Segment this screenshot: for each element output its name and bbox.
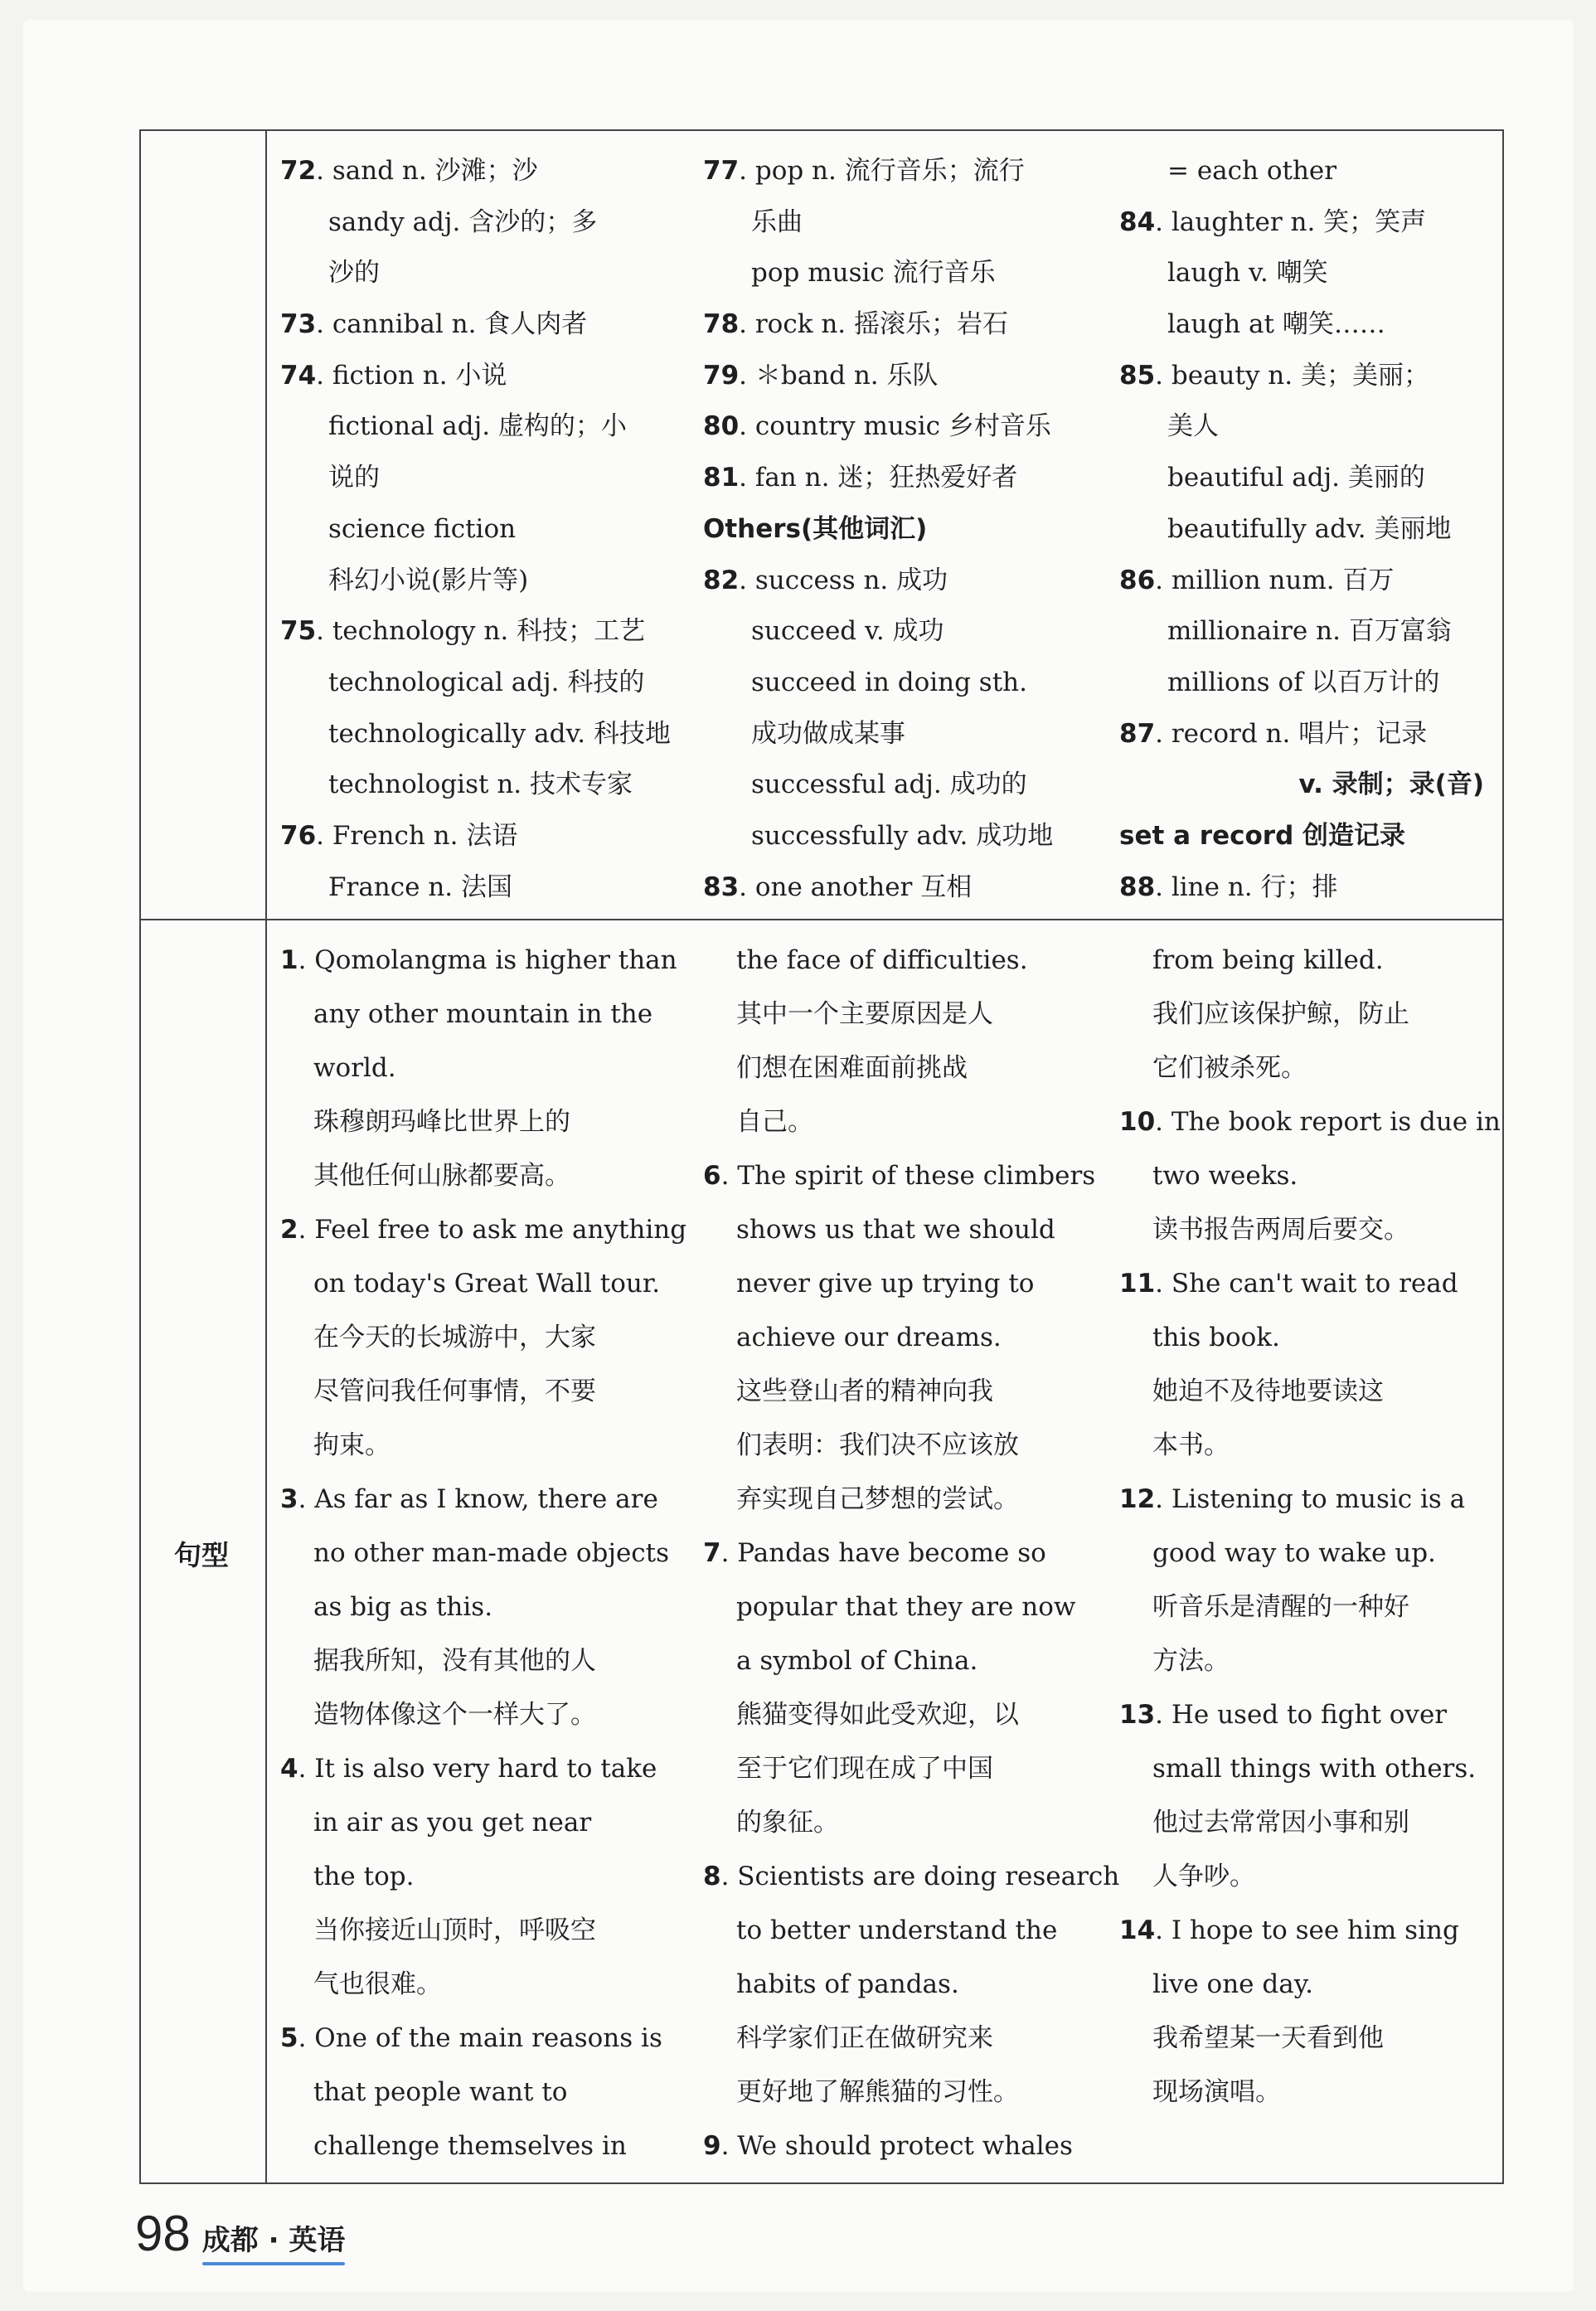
continuation-line: on today's Great Wall tour. [313,1269,661,1299]
entry-text: . Pandas have become so [720,1538,1046,1568]
continuation-line: 沙的 [328,258,380,289]
continuation-line: 科学家们正在做研究来 [736,2023,993,2053]
entry-text: . fiction n. 小说 [316,360,507,391]
entry-line [1119,1688,1484,1742]
entry-line [703,401,1076,453]
sentence-column-2 [703,934,1120,2173]
continuation-line: pop music 流行音乐 [751,258,996,289]
continuation-line: to better understand the [736,1915,1058,1945]
continuation-line: this book. [1152,1323,1280,1352]
entry-number: 81 [703,463,740,493]
entry-number: 2 [280,1215,298,1245]
continuation-line: 这些登山者的精神向我 [736,1376,993,1406]
entry-number: 84 [1119,206,1156,237]
continuation-line: successful adj. 成功的 [751,770,1027,800]
continuation-line: as big as this. [313,1592,493,1622]
entry-number: 4 [280,1754,298,1784]
continuation-line: technologically adv. 科技地 [328,718,672,749]
continuation-line: beautifully adv. 美丽地 [1167,513,1452,544]
continuation-line: technological adj. 科技的 [328,667,645,697]
entry-text: . cannibal n. 食人肉者 [316,309,588,340]
entry-text: . French n. 法语 [316,820,518,851]
continuation-line: fictional adj. 虚构的；小 [328,411,627,442]
entry-text: . country music 乡村音乐 [739,411,1051,442]
entry-text: . technology n. 科技；工艺 [316,616,646,647]
entry-text: . We should protect whales [720,2131,1073,2161]
continuation-line: 造物体像这个一样大了。 [313,1700,596,1730]
content-frame [139,129,1504,2184]
entry-line [703,1527,1076,1580]
entry-number: 6 [703,1161,721,1191]
entry-line [703,1149,1096,1203]
continuation-line: laugh v. 嘲笑 [1167,258,1328,289]
continuation-line: no other man-made objects [313,1538,670,1568]
continuation-line: that people want to [313,2077,568,2107]
entry-number: 83 [703,871,740,902]
bold-line: v. 录制；录(音) [1298,770,1484,800]
continuation-line: = each other [1167,156,1337,186]
entry-text: . million num. 百万 [1155,565,1395,595]
continuation-line: live one day. [1152,1969,1313,1999]
entry-text: . rock n. 摇滚乐；岩石 [739,309,1009,340]
continuation-line: the top. [313,1862,415,1891]
continuation-line: 的象征。 [736,1808,839,1838]
entry-line [1119,1473,1484,1527]
entry-number: 74 [280,360,317,391]
title-underline [202,2262,346,2265]
entry-line [703,556,1076,607]
continuation-line: 美人 [1167,411,1219,442]
entry-line [1119,709,1484,760]
entry-line [703,351,1076,402]
sentence-column-1 [280,934,687,2173]
continuation-line: a symbol of China. [736,1646,978,1676]
entry-line [703,2119,1076,2173]
entry-number: 86 [1119,565,1156,595]
entry-text: . She can't wait to read [1155,1269,1458,1299]
bold-line: set a record 创造记录 [1119,820,1406,851]
entry-line [280,606,645,658]
continuation-line: the face of difficulties. [736,945,1028,975]
entry-line [1119,197,1484,249]
entry-text: . Qomolangma is higher than [298,945,677,975]
entry-text: . As far as I know, there are [298,1484,658,1514]
entry-line [280,934,677,988]
entry-text: . sand n. 沙滩；沙 [316,156,538,186]
entry-number: 78 [703,309,740,340]
entry-line [280,1203,687,1257]
entry-text: . pop n. 流行音乐；流行 [739,156,1025,186]
continuation-line: 弃实现自己梦想的尝试。 [736,1484,1019,1514]
entry-line [1119,556,1484,607]
entry-number: 80 [703,411,740,442]
continuation-line: 拘束。 [313,1430,391,1460]
entry-text: . record n. 唱片；记录 [1155,718,1428,749]
entry-line [280,1473,658,1527]
entry-line [280,2012,662,2066]
vocab-column-2 [703,146,1076,913]
entry-line [280,146,645,197]
sentence-column-3 [1119,934,1501,2119]
entry-number: 76 [280,820,317,851]
continuation-line: 其中一个主要原因是人 [736,999,993,1029]
entry-text: . laughter n. 笑；笑声 [1155,206,1427,237]
continuation-line: France n. 法国 [328,871,513,902]
continuation-line: successfully adv. 成功地 [751,820,1054,851]
continuation-line: never give up trying to [736,1269,1035,1299]
entry-line [1119,862,1484,914]
continuation-line: 听音乐是清醒的一种好 [1152,1592,1409,1622]
vocab-column-1 [280,146,672,913]
entry-number: 79 [703,360,740,391]
entry-text: . One of the main reasons is [298,2023,662,2053]
entry-text: . The book report is due in [1155,1107,1501,1137]
page-footer [135,2192,345,2259]
label-column-divider [265,131,267,2182]
continuation-line: 读书报告两周后要交。 [1152,1215,1409,1245]
entry-number: 5 [280,2023,298,2053]
entry-number: 3 [280,1484,298,1514]
continuation-line: 在今天的长城游中，大家 [313,1323,596,1352]
entry-line [703,453,1076,504]
entry-number: 14 [1119,1915,1156,1945]
continuation-line: laugh at 嘲笑…… [1167,309,1385,340]
entry-line [703,299,1076,351]
continuation-line: 熊猫变得如此受欢迎，以 [736,1700,1019,1730]
continuation-line: 当你接近山顶时，呼吸空 [313,1915,596,1945]
entry-line [280,1742,657,1796]
entry-line [1119,1095,1501,1149]
continuation-line: achieve our dreams. [736,1323,1002,1352]
entry-line [1119,1904,1484,1958]
entry-number: 77 [703,156,740,186]
continuation-line: 她迫不及待地要读这 [1152,1376,1384,1406]
continuation-line: 他过去常常因小事和别 [1152,1808,1409,1838]
continuation-line: millionaire n. 百万富翁 [1167,616,1452,647]
entry-number: 87 [1119,718,1156,749]
entry-text: . Scientists are doing research [720,1862,1120,1891]
book-title [202,2222,346,2259]
continuation-line: world. [313,1053,396,1083]
section-divider [141,919,1502,920]
entry-text: . The spirit of these climbers [720,1161,1096,1191]
entry-number: 75 [280,616,317,647]
entry-line [1119,1257,1484,1311]
continuation-line: 自己。 [736,1107,813,1137]
entry-number: 11 [1119,1269,1156,1299]
entry-line [703,1850,1120,1904]
entry-text: . He used to fight over [1155,1700,1448,1730]
continuation-line: 人争吵。 [1152,1862,1255,1891]
bold-line: Others(其他词汇) [703,513,928,544]
entry-text: . fan n. 迷；狂热爱好者 [739,463,1018,493]
vocab-column-3 [1119,146,1484,913]
continuation-line: 我希望某一天看到他 [1152,2023,1384,2053]
continuation-line: technologist n. 技术专家 [328,770,633,800]
continuation-line: sandy adj. 含沙的；多 [328,206,598,237]
continuation-line: 我们应该保护鲸，防止 [1152,999,1409,1029]
continuation-line: 气也很难。 [313,1969,442,1999]
continuation-line: 更好地了解熊猫的习性。 [736,2077,1019,2107]
continuation-line: 乐曲 [751,206,803,237]
continuation-line: two weeks. [1152,1161,1298,1191]
entry-text: . Listening to music is a [1155,1484,1466,1514]
entry-line [280,351,645,402]
continuation-line: 方法。 [1152,1646,1230,1676]
continuation-line: succeed v. 成功 [751,616,944,647]
continuation-line: 珠穆朗玛峰比世界上的 [313,1107,570,1137]
entry-number: 7 [703,1538,721,1568]
entry-number: 85 [1119,360,1156,391]
entry-text: . It is also very hard to take [298,1754,657,1784]
entry-line [1119,351,1484,402]
page-number: 98 [135,2206,191,2261]
continuation-line: from being killed. [1152,945,1384,975]
entry-number: 73 [280,309,317,340]
continuation-line: beautiful adj. 美丽的 [1167,463,1425,493]
continuation-line: any other mountain in the [313,999,653,1029]
entry-number: 10 [1119,1107,1156,1137]
continuation-line: popular that they are now [736,1592,1076,1622]
continuation-line: 现场演唱。 [1152,2077,1281,2107]
entry-number: 8 [703,1862,721,1891]
entry-text: . beauty n. 美；美丽； [1155,360,1429,391]
continuation-line: 成功做成某事 [751,718,905,749]
continuation-line: science fiction [328,513,517,544]
continuation-line: habits of pandas. [736,1969,959,1999]
entry-text: . line n. 行；排 [1155,871,1338,902]
continuation-line: in air as you get near [313,1808,592,1838]
continuation-line: challenge themselves in [313,2131,627,2161]
entry-number: 9 [703,2131,721,2161]
entry-text: . Feel free to ask me anything [298,1215,687,1245]
continuation-line: small things with others. [1152,1754,1477,1784]
entry-line [703,146,1076,197]
continuation-line: 说的 [328,463,380,493]
entry-number: 82 [703,565,740,595]
entry-number: 88 [1119,871,1156,902]
continuation-line: 其他任何山脉都要高。 [313,1161,570,1191]
entry-number: 13 [1119,1700,1156,1730]
entry-number: 1 [280,945,298,975]
continuation-line: 科幻小说(影片等) [328,565,529,595]
entry-line [280,299,645,351]
continuation-line: 至于它们现在成了中国 [736,1754,993,1784]
continuation-line: good way to wake up. [1152,1538,1436,1568]
continuation-line: 尽管问我任何事情，不要 [313,1376,596,1406]
entry-number: 72 [280,156,317,186]
entry-text: . one another 互相 [739,871,973,902]
entry-line [280,811,645,862]
continuation-line: millions of 以百万计的 [1167,667,1440,697]
continuation-line: 本书。 [1152,1430,1230,1460]
entry-line [703,862,1076,914]
continuation-line: 们表明：我们决不应该放 [736,1430,1019,1460]
continuation-line: 据我所知，没有其他的人 [313,1646,596,1676]
entry-text: . success n. 成功 [739,565,948,595]
entry-text: . I hope to see him sing [1155,1915,1459,1945]
page [23,20,1574,2292]
continuation-line: shows us that we should [736,1215,1055,1245]
entry-text: . ＊band n. 乐队 [739,360,939,391]
continuation-line: 它们被杀死。 [1152,1053,1307,1083]
continuation-line: succeed in doing sth. [751,667,1027,697]
book-title-text: 成都 · 英语 [201,2224,346,2257]
entry-number: 12 [1119,1484,1156,1514]
continuation-line: 们想在困难面前挑战 [736,1053,968,1083]
sentence-section-label: 句型 [174,1539,229,1571]
